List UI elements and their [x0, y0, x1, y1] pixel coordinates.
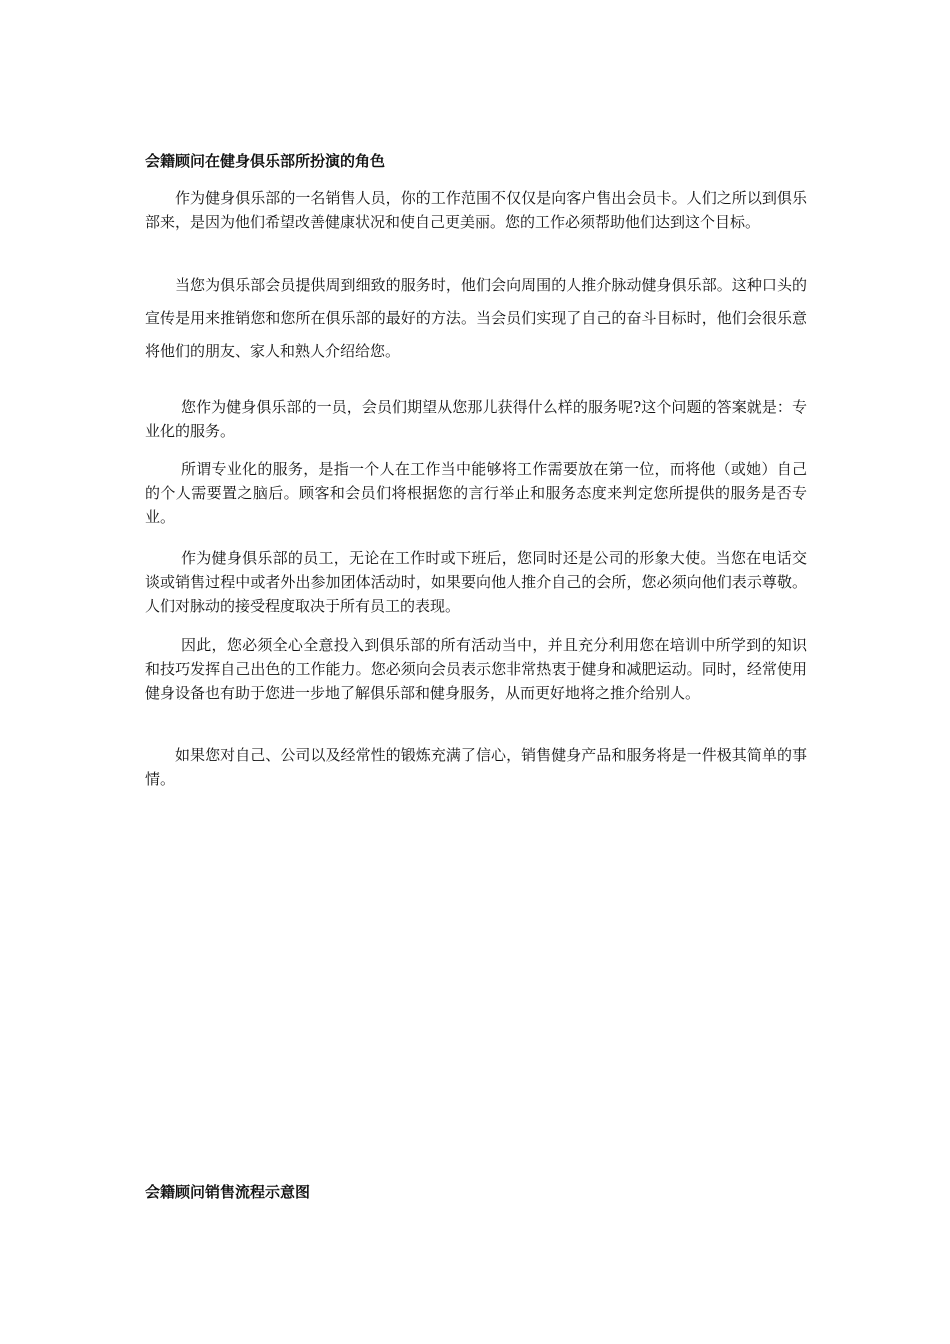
paragraph-6: 因此，您必须全心全意投入到俱乐部的所有活动当中，并且充分利用您在培训中所学到的知识和技巧发挥自己出色的工作能力。您必须向会员表示您非常热衷于健身和减肥运动。同时，经常使用健身设备也有助于您进一步地了解俱乐部和健身服务，从而更好地将之推介给别人。: [145, 636, 807, 702]
paragraph-3: 您作为健身俱乐部的一员，会员们期望从您那儿获得什么样的服务呢?这个问题的答案就是：专业化的服务。: [145, 398, 807, 440]
section-title-role: 会籍顾问在健身俱乐部所扮演的角色: [145, 152, 386, 170]
paragraph-4: 所谓专业化的服务，是指一个人在工作当中能够将工作需要放在第一位，而将他（或她）自己的个人需要置之脑后。顾客和会员们将根据您的言行举止和服务态度来判定您所提供的服务是否专业。: [145, 460, 807, 526]
paragraph-7: 如果您对自己、公司以及经常性的锻炼充满了信心，销售健身产品和服务将是一件极其简单的事情。: [145, 746, 807, 788]
paragraph-2: 当您为俱乐部会员提供周到细致的服务时，他们会向周围的人推介脉动健身俱乐部。这种口头的宣传是用来推销您和您所在俱乐部的最好的方法。当会员们实现了自己的奋斗目标时，他们会很乐意将他们的朋友、家人和熟人介绍给您。: [145, 276, 807, 360]
paragraph-5: 作为健身俱乐部的员工，无论在工作时或下班后，您同时还是公司的形象大使。当您在电话交谈或销售过程中或者外出参加团体活动时，如果要向他人推介自己的会所，您必须向他们表示尊敬。人们对脉动的接受程度取决于所有员工的表现。: [145, 549, 807, 615]
paragraph-1: 作为健身俱乐部的一名销售人员，你的工作范围不仅仅是向客户售出会员卡。人们之所以到俱乐部来，是因为他们希望改善健康状况和使自己更美丽。您的工作必须帮助他们达到这个目标。: [145, 189, 807, 231]
section-title-flowchart: 会籍顾问销售流程示意图: [145, 1183, 311, 1201]
